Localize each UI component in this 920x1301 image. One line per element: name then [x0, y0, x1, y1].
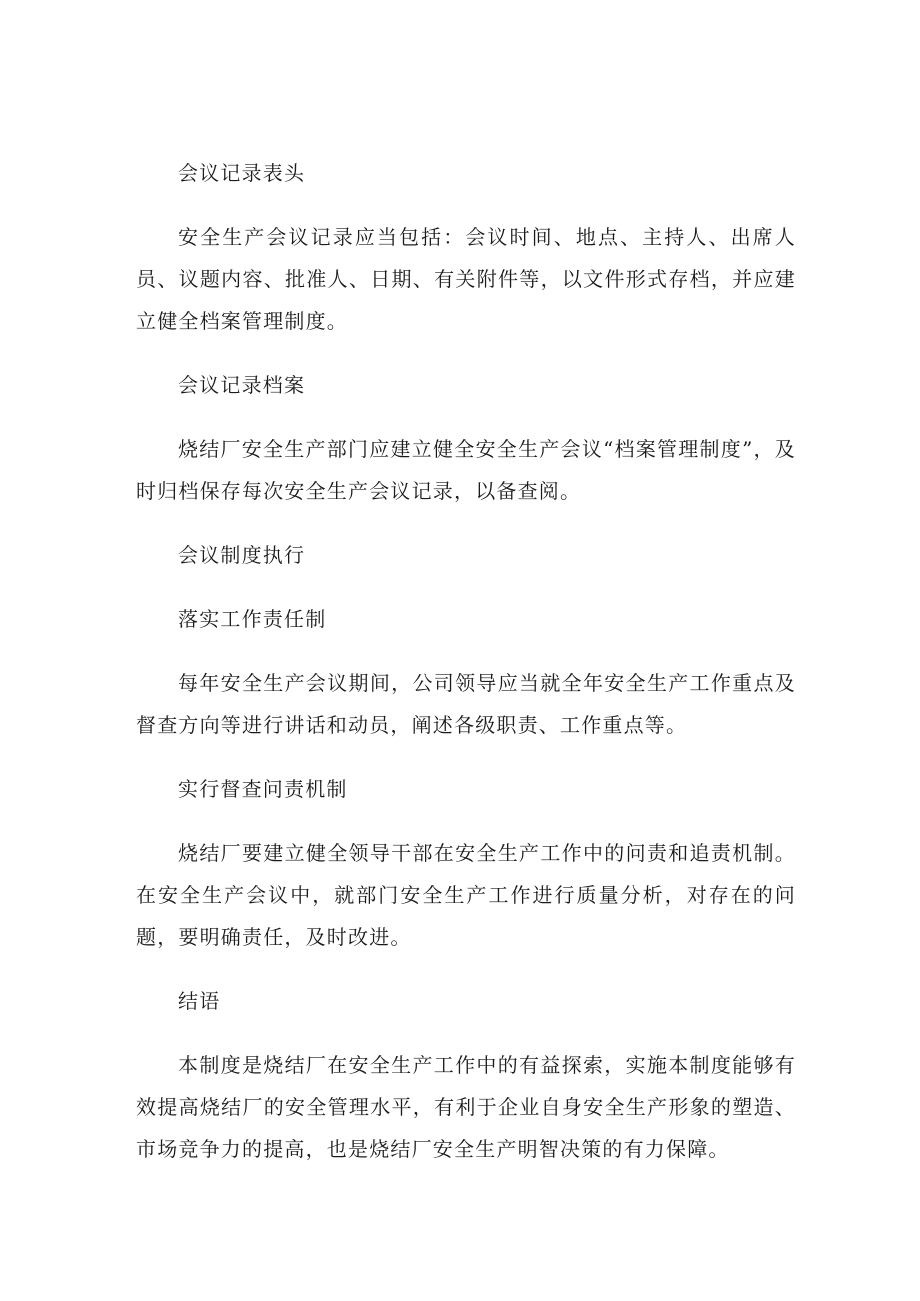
- paragraph-record-contents: 安全生产会议记录应当包括：会议时间、地点、主持人、出席人员、议题内容、批准人、日期、有关附件等，以文件形式存档，并应建立健全档案管理制度。: [136, 225, 796, 333]
- section-heading-accountability: 实行督查问责机制: [178, 777, 348, 801]
- paragraph-accountability-mechanism: 烧结厂要建立健全领导干部在安全生产工作中的问责和追责机制。在安全生产会议中，就部门安全生产工作进行质量分析，对存在的问题，要明确责任，及时改进。: [136, 841, 796, 949]
- paragraph-annual-meeting: 每年安全生产会议期间，公司领导应当就全年安全生产工作重点及督查方向等进行讲话和动员，阐述各级职责、工作重点等。: [136, 671, 796, 737]
- section-heading-system-execution: 会议制度执行: [178, 543, 306, 567]
- paragraph-archive-management: 烧结厂安全生产部门应建立健全安全生产会议“档案管理制度”，及时归档保存每次安全生产会议记录，以备查阅。: [136, 437, 796, 503]
- document-body: [136, 152, 796, 1192]
- section-heading-conclusion: 结语: [178, 989, 221, 1013]
- section-heading-record-header: 会议记录表头: [178, 161, 306, 185]
- section-heading-record-archive: 会议记录档案: [178, 373, 306, 397]
- section-heading-responsibility: 落实工作责任制: [178, 607, 327, 631]
- paragraph-conclusion: 本制度是烧结厂在安全生产工作中的有益探索，实施本制度能够有效提高烧结厂的安全管理水平，有利于企业自身安全生产形象的塑造、市场竞争力的提高，也是烧结厂安全生产明智决策的有力保障。: [136, 1053, 796, 1161]
